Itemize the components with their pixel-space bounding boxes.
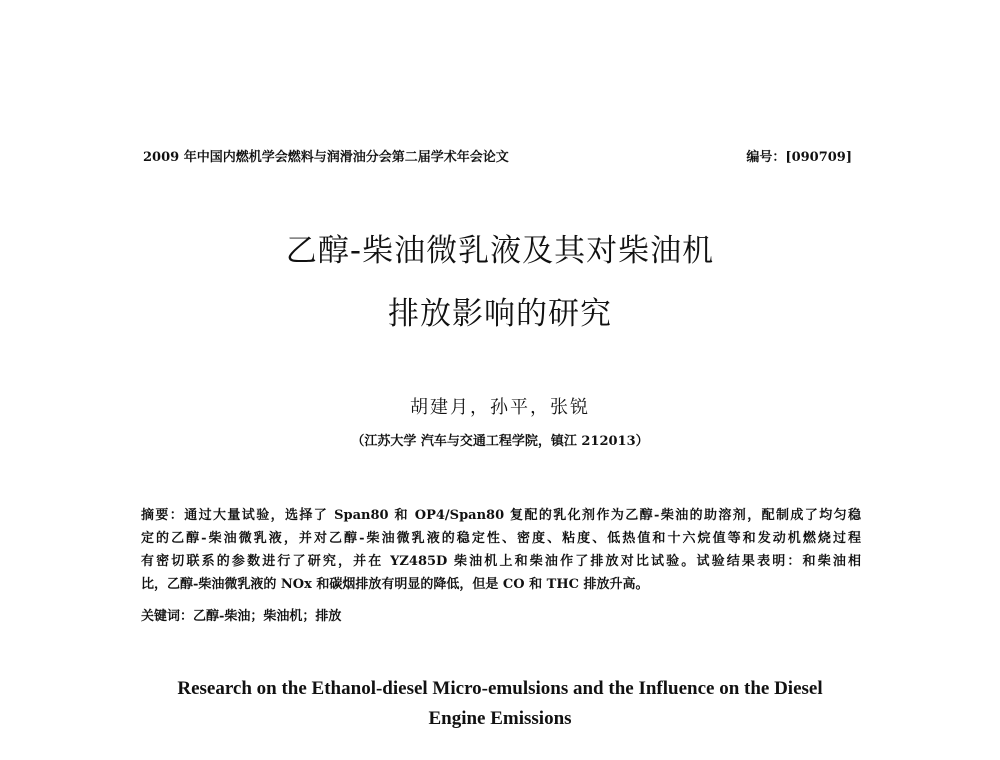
keywords-label: 关键词： <box>141 609 194 624</box>
abstract-line: 比，乙醇-柴油微乳液的 NOx 和碳烟排放有明显的降低，但是 CO 和 THC 排放升高。 <box>141 577 649 592</box>
abstract <box>141 504 861 596</box>
paper-number: 编号：[090709] <box>746 150 852 165</box>
abstract-line <box>141 504 861 527</box>
affiliation: （江苏大学 汽车与交通工程学院，镇江 212013） <box>351 434 649 449</box>
authors: 胡建月，孙平，张锐 <box>410 397 590 418</box>
keywords <box>141 605 341 624</box>
title-en-line1: Research on the Ethanol-diesel Micro-emulsions and the Influence on the Diesel <box>177 678 823 699</box>
title-cn-line1: 乙醇-柴油微乳液及其对柴油机 <box>285 233 715 269</box>
conference-header: 2009 年中国内燃机学会燃料与润滑油分会第二届学术年会论文 <box>143 150 509 165</box>
abstract-line: 有密切联系的参数进行了研究，并在 YZ485D 柴油机上和柴油作了排放对比试验。试验结果表明：和柴油相 <box>141 554 861 569</box>
title-cn-line2: 排放影响的研究 <box>388 296 612 332</box>
title-en-line2: Engine Emissions <box>428 708 572 729</box>
abstract-line: 定的乙醇-柴油微乳液，并对乙醇-柴油微乳液的稳定性、密度、粘度、低热值和十六烷值等和发动机燃烧过程 <box>141 531 861 546</box>
abstract-text: 通过大量试验，选择了 Span80 和 OP4/Span80 复配的乳化剂作为乙醇-柴油的助溶剂，配制成了均匀稳 <box>184 508 861 523</box>
abstract-label: 摘要： <box>141 508 185 523</box>
keywords-text: 乙醇-柴油；柴油机；排放 <box>193 609 342 624</box>
